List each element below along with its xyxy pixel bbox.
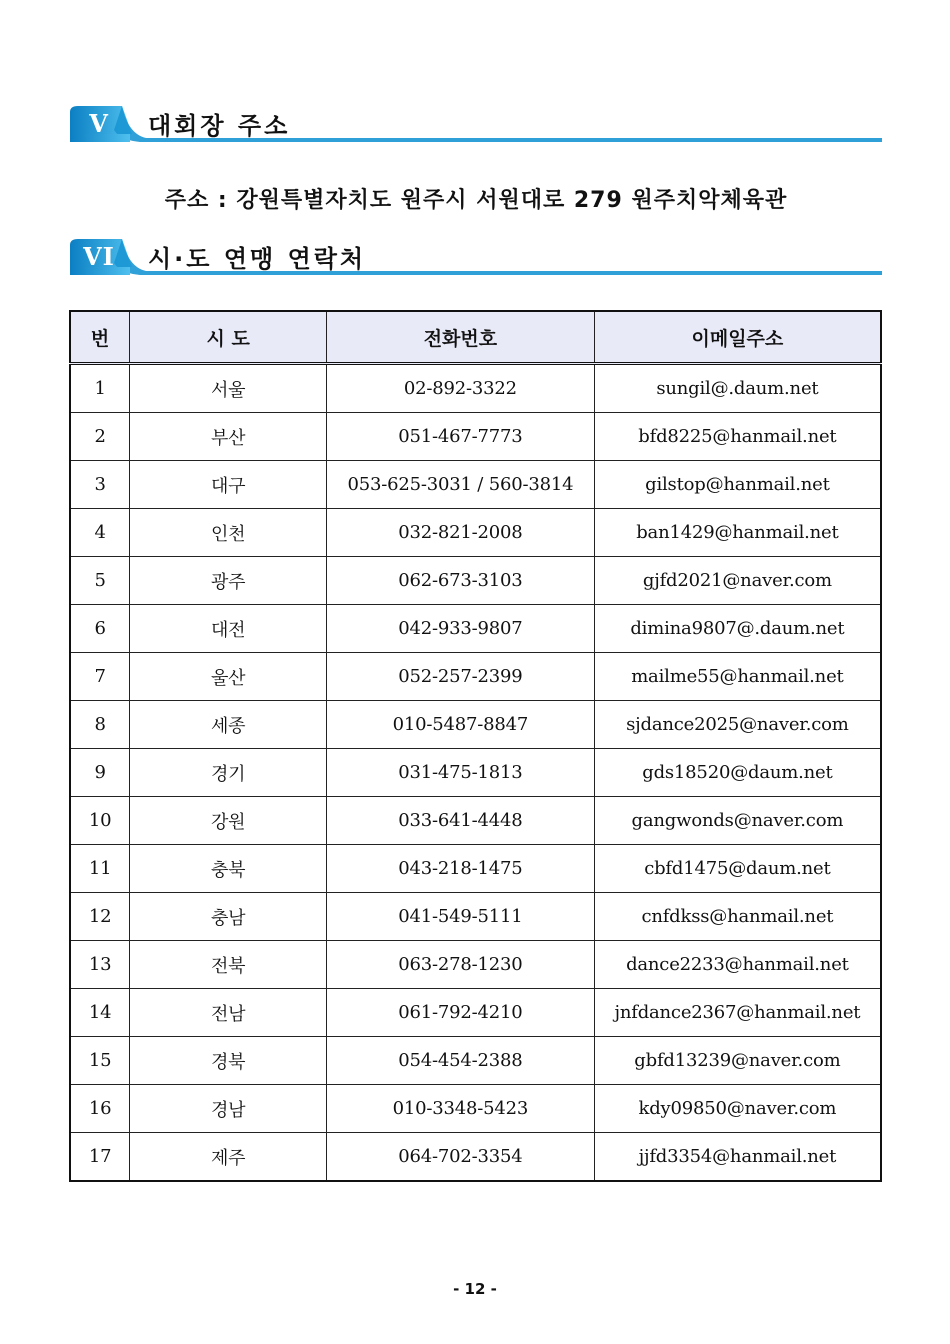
row-number: 15 bbox=[70, 1037, 130, 1085]
row-email: gds18520@daum.net bbox=[594, 749, 881, 797]
section-title: 대회장 주소 bbox=[148, 112, 291, 140]
row-email: jjfd3354@hanmail.net bbox=[594, 1133, 881, 1182]
table-row bbox=[70, 413, 881, 461]
row-email: cbfd1475@daum.net bbox=[594, 845, 881, 893]
row-region: 인천 bbox=[130, 509, 327, 557]
row-region: 광주 bbox=[130, 557, 327, 605]
table-row bbox=[70, 557, 881, 605]
row-number: 13 bbox=[70, 941, 130, 989]
row-email: kdy09850@naver.com bbox=[594, 1085, 881, 1133]
table-row bbox=[70, 797, 881, 845]
row-email: gjfd2021@naver.com bbox=[594, 557, 881, 605]
table-row bbox=[70, 364, 881, 413]
row-region: 전북 bbox=[130, 941, 327, 989]
row-region: 세종 bbox=[130, 701, 327, 749]
row-phone: 053-625-3031 / 560-3814 bbox=[327, 461, 595, 509]
table-row bbox=[70, 653, 881, 701]
header-phone: 전화번호 bbox=[327, 311, 595, 364]
row-phone: 032-821-2008 bbox=[327, 509, 595, 557]
row-phone: 02-892-3322 bbox=[327, 364, 595, 413]
table-row bbox=[70, 1085, 881, 1133]
row-number: 6 bbox=[70, 605, 130, 653]
row-phone: 054-454-2388 bbox=[327, 1037, 595, 1085]
header-number: 번 bbox=[70, 311, 130, 364]
row-number: 11 bbox=[70, 845, 130, 893]
row-email: dimina9807@.daum.net bbox=[594, 605, 881, 653]
table-row bbox=[70, 845, 881, 893]
row-region: 서울 bbox=[130, 364, 327, 413]
row-phone: 061-792-4210 bbox=[327, 989, 595, 1037]
section-heading-venue bbox=[70, 104, 882, 144]
row-region: 강원 bbox=[130, 797, 327, 845]
row-region: 제주 bbox=[130, 1133, 327, 1182]
row-phone: 052-257-2399 bbox=[327, 653, 595, 701]
row-email: ban1429@hanmail.net bbox=[594, 509, 881, 557]
section-number: VI bbox=[83, 242, 115, 271]
row-region: 경남 bbox=[130, 1085, 327, 1133]
header-region: 시 도 bbox=[130, 311, 327, 364]
table-row bbox=[70, 749, 881, 797]
venue-address: 주소 : 강원특별자치도 원주시 서원대로 279 원주치악체육관 bbox=[164, 188, 788, 213]
row-email: bfd8225@hanmail.net bbox=[594, 413, 881, 461]
table-row bbox=[70, 1037, 881, 1085]
row-region: 경기 bbox=[130, 749, 327, 797]
row-number: 10 bbox=[70, 797, 130, 845]
row-phone: 031-475-1813 bbox=[327, 749, 595, 797]
row-phone: 051-467-7773 bbox=[327, 413, 595, 461]
federation-contacts-table bbox=[69, 310, 882, 1182]
row-email: gangwonds@naver.com bbox=[594, 797, 881, 845]
row-region: 울산 bbox=[130, 653, 327, 701]
table-row bbox=[70, 701, 881, 749]
table-row bbox=[70, 461, 881, 509]
row-number: 4 bbox=[70, 509, 130, 557]
row-email: gilstop@hanmail.net bbox=[594, 461, 881, 509]
row-number: 14 bbox=[70, 989, 130, 1037]
row-phone: 063-278-1230 bbox=[327, 941, 595, 989]
section-title: 시·도 연맹 연락처 bbox=[148, 245, 367, 273]
row-region: 충남 bbox=[130, 893, 327, 941]
page-number: - 12 - bbox=[453, 1280, 497, 1298]
row-number: 1 bbox=[70, 364, 130, 413]
row-number: 2 bbox=[70, 413, 130, 461]
table-row bbox=[70, 509, 881, 557]
row-region: 충북 bbox=[130, 845, 327, 893]
row-email: gbfd13239@naver.com bbox=[594, 1037, 881, 1085]
row-number: 17 bbox=[70, 1133, 130, 1182]
row-email: mailme55@hanmail.net bbox=[594, 653, 881, 701]
row-number: 5 bbox=[70, 557, 130, 605]
row-region: 대구 bbox=[130, 461, 327, 509]
section-heading-contacts bbox=[70, 237, 882, 277]
row-number: 9 bbox=[70, 749, 130, 797]
row-number: 7 bbox=[70, 653, 130, 701]
row-phone: 042-933-9807 bbox=[327, 605, 595, 653]
row-number: 16 bbox=[70, 1085, 130, 1133]
row-phone: 043-218-1475 bbox=[327, 845, 595, 893]
table-row bbox=[70, 941, 881, 989]
table-row bbox=[70, 1133, 881, 1182]
table-row bbox=[70, 989, 881, 1037]
row-phone: 033-641-4448 bbox=[327, 797, 595, 845]
row-number: 12 bbox=[70, 893, 130, 941]
row-phone: 010-3348-5423 bbox=[327, 1085, 595, 1133]
table-row bbox=[70, 605, 881, 653]
row-email: sjdance2025@naver.com bbox=[594, 701, 881, 749]
header-email: 이메일주소 bbox=[594, 311, 881, 364]
row-region: 부산 bbox=[130, 413, 327, 461]
row-phone: 010-5487-8847 bbox=[327, 701, 595, 749]
row-phone: 041-549-5111 bbox=[327, 893, 595, 941]
row-email: dance2233@hanmail.net bbox=[594, 941, 881, 989]
row-email: jnfdance2367@hanmail.net bbox=[594, 989, 881, 1037]
section-number: V bbox=[89, 109, 109, 138]
table-row bbox=[70, 893, 881, 941]
row-region: 전남 bbox=[130, 989, 327, 1037]
row-email: cnfdkss@hanmail.net bbox=[594, 893, 881, 941]
row-region: 대전 bbox=[130, 605, 327, 653]
row-number: 8 bbox=[70, 701, 130, 749]
table-header-row bbox=[70, 311, 881, 364]
row-region: 경북 bbox=[130, 1037, 327, 1085]
row-phone: 064-702-3354 bbox=[327, 1133, 595, 1182]
row-number: 3 bbox=[70, 461, 130, 509]
row-email: sungil@.daum.net bbox=[594, 364, 881, 413]
row-phone: 062-673-3103 bbox=[327, 557, 595, 605]
